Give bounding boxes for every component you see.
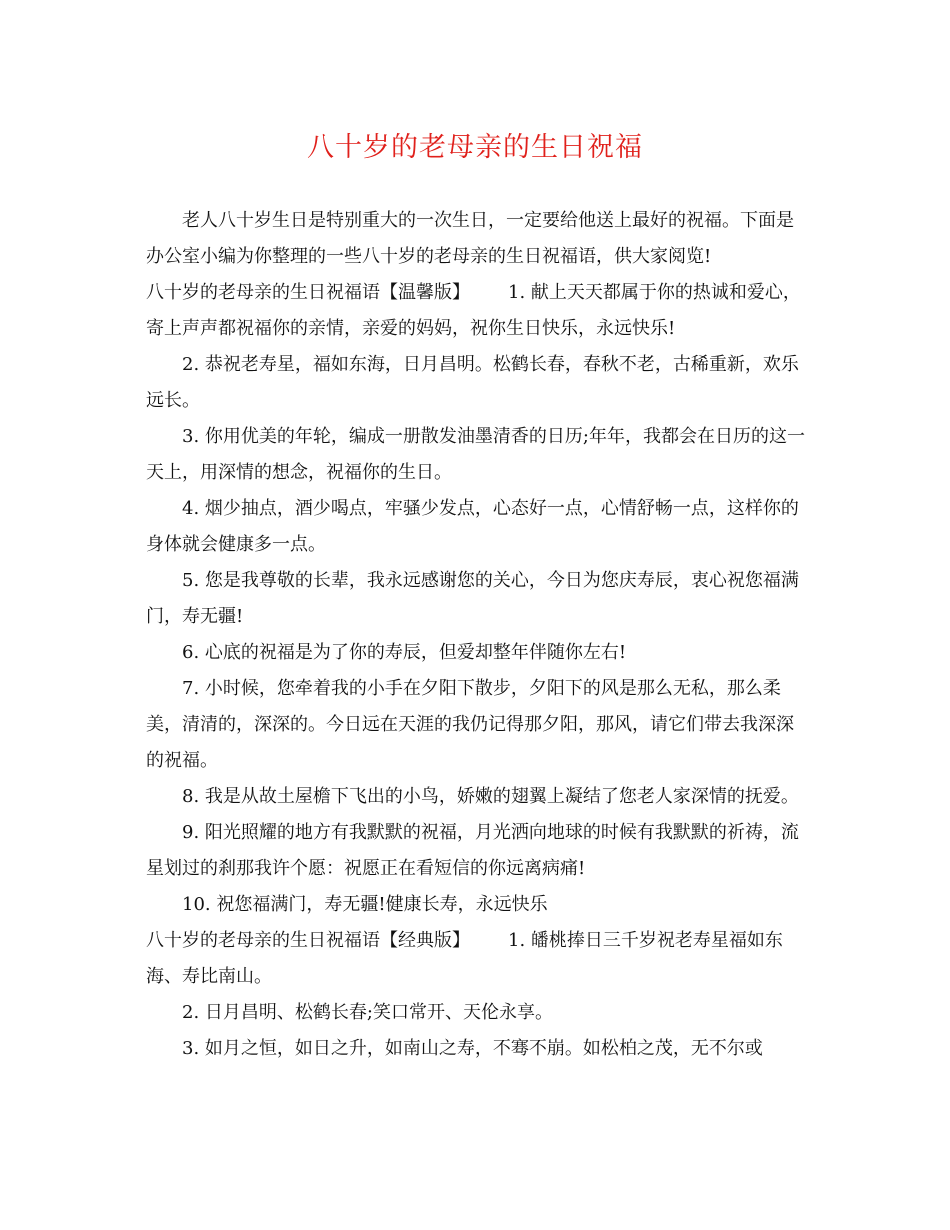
section1-item-7: 7. 小时候，您牵着我的小手在夕阳下散步，夕阳下的风是那么无私，那么柔美，清清的，深深的。今日远在天涯的我仍记得那夕阳，那风，请它们带去我深深的祝福。: [146, 678, 794, 771]
section2-item-2: 2. 日月昌明、松鹤长春;笑口常开、天伦永享。: [182, 1002, 553, 1023]
intro-paragraph: 老人八十岁生日是特别重大的一次生日，一定要给他送上最好的祝福。下面是办公室小编为你整理的一些八十岁的老母亲的生日祝福语，供大家阅览!: [146, 210, 794, 267]
section1-item-5: 5. 您是我尊敬的长辈，我永远感谢您的关心，今日为您庆寿辰，衷心祝您福满门，寿无疆!: [146, 570, 799, 627]
section2-heading: 八十岁的老母亲的生日祝福语【经典版】: [146, 930, 470, 951]
section2-item-1: 1. 皤桃捧日三千岁祝老寿星福如东海、寿比南山。: [146, 930, 783, 987]
section1-heading: 八十岁的老母亲的生日祝福语【温馨版】: [146, 282, 470, 303]
section1-item-3: 3. 你用优美的年轮，编成一册散发油墨清香的日历;年年，我都会在日历的这一天上，用深情的想念，祝福你的生日。: [146, 426, 805, 483]
section1-item-2: 2. 恭祝老寿星，福如东海，日月昌明。松鹤长春，春秋不老，古稀重新，欢乐远长。: [146, 354, 799, 411]
section1-item-1: 1. 献上天天都属于你的热诚和爱心，寄上声声都祝福你的亲情，亲爱的妈妈，祝你生日快乐，永远快乐!: [146, 282, 801, 339]
section1-first-paragraph: [146, 275, 806, 347]
document-body: [146, 203, 806, 1067]
section1-item-10: 10. 祝您福满门，寿无疆!健康长寿，永远快乐: [182, 894, 548, 915]
page-title: 八十岁的老母亲的生日祝福: [307, 132, 643, 163]
section1-item-8: 8. 我是从故土屋檐下飞出的小鸟，娇嫩的翅翼上凝结了您老人家深情的抚爱。: [182, 786, 799, 807]
section1-item-9: 9. 阳光照耀的地方有我默默的祝福，月光洒向地球的时候有我默默的祈祷，流星划过的刹那我许个愿：祝愿正在看短信的你远离病痛!: [146, 822, 799, 879]
section2-first-paragraph: [146, 923, 806, 995]
section2-item-3: 3. 如月之恒，如日之升，如南山之寿，不骞不崩。如松柏之茂，无不尔或: [182, 1038, 763, 1059]
section1-item-6: 6. 心底的祝福是为了你的寿辰，但爱却整年伴随你左右!: [182, 642, 627, 663]
section1-item-4: 4. 烟少抽点，酒少喝点，牢骚少发点，心态好一点，心情舒畅一点，这样你的身体就会健康多一点。: [146, 498, 799, 555]
